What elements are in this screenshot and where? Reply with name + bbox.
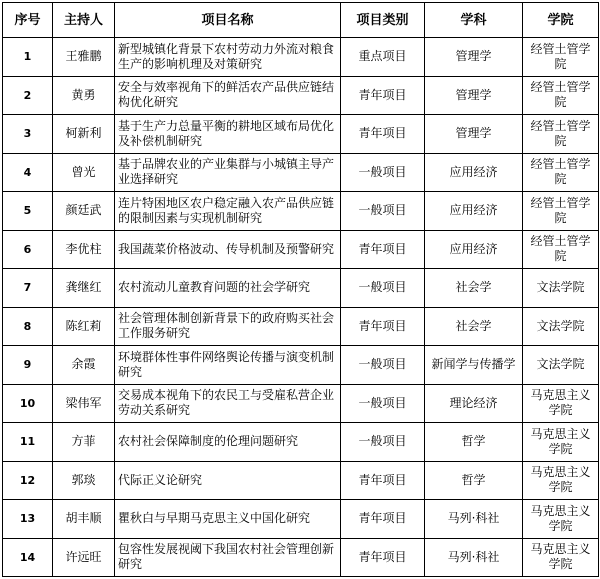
cell-seq: 6	[3, 230, 53, 269]
cell-subject: 管理学	[425, 76, 523, 115]
cell-subject: 管理学	[425, 115, 523, 154]
cell-host: 李优柱	[53, 230, 115, 269]
cell-title: 我国蔬菜价格波动、传导机制及预警研究	[115, 230, 341, 269]
table-row	[3, 500, 599, 539]
cell-title: 环境群体性事件网络舆论传播与演变机制研究	[115, 346, 341, 385]
table-row	[3, 192, 599, 231]
table-row	[3, 307, 599, 346]
cell-title: 基于生产力总量平衡的耕地区域布局优化及补偿机制研究	[115, 115, 341, 154]
cell-school: 经管土管学院	[523, 38, 599, 77]
cell-title: 新型城镇化背景下农村劳动力外流对粮食生产的影响机理及对策研究	[115, 38, 341, 77]
cell-title: 交易成本视角下的农民工与受雇私营企业劳动关系研究	[115, 384, 341, 423]
cell-category: 一般项目	[341, 192, 425, 231]
cell-host: 龚继红	[53, 269, 115, 308]
cell-host: 胡丰顺	[53, 500, 115, 539]
cell-seq: 4	[3, 153, 53, 192]
cell-seq: 9	[3, 346, 53, 385]
table-row	[3, 346, 599, 385]
table-row	[3, 269, 599, 308]
cell-subject: 马列·科社	[425, 538, 523, 577]
cell-category: 一般项目	[341, 153, 425, 192]
cell-seq: 13	[3, 500, 53, 539]
header-title: 项目名称	[115, 3, 341, 38]
cell-seq: 1	[3, 38, 53, 77]
cell-title: 连片特困地区农户稳定融入农产品供应链的限制因素与实现机制研究	[115, 192, 341, 231]
cell-subject: 应用经济	[425, 153, 523, 192]
cell-seq: 11	[3, 423, 53, 462]
cell-host: 许远旺	[53, 538, 115, 577]
cell-host: 曾光	[53, 153, 115, 192]
table-header-row	[3, 3, 599, 38]
cell-category: 青年项目	[341, 461, 425, 500]
cell-school: 马克思主义学院	[523, 423, 599, 462]
project-table	[2, 2, 599, 577]
cell-title: 农村流动儿童教育问题的社会学研究	[115, 269, 341, 308]
table-row	[3, 115, 599, 154]
cell-subject: 理论经济	[425, 384, 523, 423]
cell-subject: 应用经济	[425, 192, 523, 231]
cell-seq: 3	[3, 115, 53, 154]
header-school: 学院	[523, 3, 599, 38]
cell-seq: 10	[3, 384, 53, 423]
cell-seq: 12	[3, 461, 53, 500]
cell-subject: 管理学	[425, 38, 523, 77]
cell-host: 王雅鹏	[53, 38, 115, 77]
cell-category: 一般项目	[341, 423, 425, 462]
cell-host: 黄勇	[53, 76, 115, 115]
cell-category: 青年项目	[341, 500, 425, 539]
cell-school: 经管土管学院	[523, 115, 599, 154]
cell-host: 柯新利	[53, 115, 115, 154]
table-body	[3, 38, 599, 577]
cell-category: 青年项目	[341, 115, 425, 154]
cell-host: 郭琰	[53, 461, 115, 500]
cell-category: 一般项目	[341, 384, 425, 423]
cell-school: 马克思主义学院	[523, 461, 599, 500]
cell-host: 陈红莉	[53, 307, 115, 346]
table-row	[3, 153, 599, 192]
cell-title: 基于品牌农业的产业集群与小城镇主导产业选择研究	[115, 153, 341, 192]
cell-subject: 新闻学与传播学	[425, 346, 523, 385]
cell-category: 青年项目	[341, 76, 425, 115]
cell-seq: 8	[3, 307, 53, 346]
cell-school: 马克思主义学院	[523, 384, 599, 423]
cell-host: 颜廷武	[53, 192, 115, 231]
cell-title: 瞿秋白与早期马克思主义中国化研究	[115, 500, 341, 539]
cell-school: 经管土管学院	[523, 192, 599, 231]
cell-seq: 14	[3, 538, 53, 577]
cell-category: 一般项目	[341, 346, 425, 385]
cell-host: 余霞	[53, 346, 115, 385]
cell-title: 社会管理体制创新背景下的政府购买社会工作服务研究	[115, 307, 341, 346]
cell-title: 农村社会保障制度的伦理问题研究	[115, 423, 341, 462]
cell-subject: 哲学	[425, 423, 523, 462]
header-category: 项目类别	[341, 3, 425, 38]
cell-seq: 2	[3, 76, 53, 115]
cell-category: 青年项目	[341, 307, 425, 346]
cell-subject: 哲学	[425, 461, 523, 500]
cell-category: 重点项目	[341, 38, 425, 77]
table-row	[3, 76, 599, 115]
cell-seq: 5	[3, 192, 53, 231]
cell-subject: 社会学	[425, 269, 523, 308]
cell-subject: 社会学	[425, 307, 523, 346]
cell-school: 文法学院	[523, 307, 599, 346]
cell-title: 安全与效率视角下的鲜活农产品供应链结构优化研究	[115, 76, 341, 115]
cell-seq: 7	[3, 269, 53, 308]
table-row	[3, 423, 599, 462]
cell-school: 文法学院	[523, 346, 599, 385]
cell-school: 马克思主义学院	[523, 500, 599, 539]
cell-host: 方菲	[53, 423, 115, 462]
table-row	[3, 538, 599, 577]
cell-subject: 马列·科社	[425, 500, 523, 539]
cell-subject: 应用经济	[425, 230, 523, 269]
header-seq: 序号	[3, 3, 53, 38]
header-subject: 学科	[425, 3, 523, 38]
cell-school: 马克思主义学院	[523, 538, 599, 577]
cell-title: 包容性发展视阈下我国农村社会管理创新研究	[115, 538, 341, 577]
cell-host: 梁伟军	[53, 384, 115, 423]
cell-school: 经管土管学院	[523, 76, 599, 115]
cell-category: 青年项目	[341, 230, 425, 269]
table-row	[3, 461, 599, 500]
table-row	[3, 230, 599, 269]
header-host: 主持人	[53, 3, 115, 38]
table-row	[3, 38, 599, 77]
table-row	[3, 384, 599, 423]
cell-school: 文法学院	[523, 269, 599, 308]
cell-category: 一般项目	[341, 269, 425, 308]
cell-school: 经管土管学院	[523, 153, 599, 192]
cell-school: 经管土管学院	[523, 230, 599, 269]
cell-category: 青年项目	[341, 538, 425, 577]
cell-title: 代际正义论研究	[115, 461, 341, 500]
